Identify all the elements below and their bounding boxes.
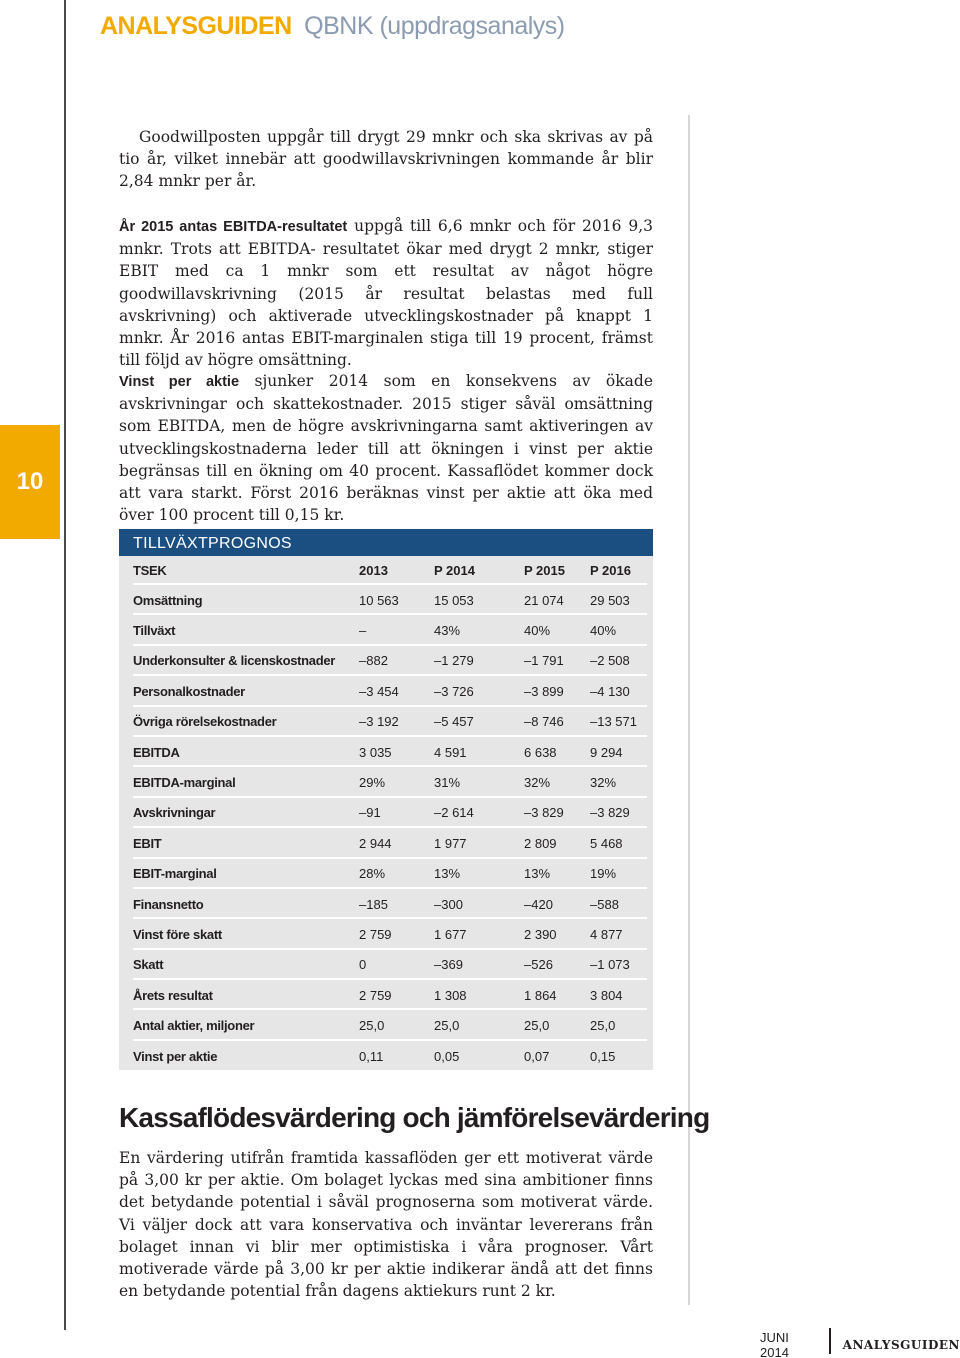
row-label: EBITDA: [133, 736, 359, 766]
table-cell: 25,0: [524, 1009, 590, 1039]
table-header-cell: P 2014: [434, 556, 524, 584]
paragraph-eps: [119, 370, 653, 526]
table-header-cell: P 2016: [590, 556, 647, 584]
table-cell: 21 074: [524, 584, 590, 614]
table-cell: 10 563: [359, 584, 434, 614]
table-cell: –3 899: [524, 675, 590, 705]
paragraph-eps-lead: Vinst per aktie: [119, 374, 240, 390]
table-cell: 9 294: [590, 736, 647, 766]
table-cell: –588: [590, 888, 647, 918]
table-row: [133, 949, 647, 979]
table-cell: –185: [359, 888, 434, 918]
table-cell: –2 508: [590, 645, 647, 675]
table-cell: –5 457: [434, 706, 524, 736]
row-label: Omsättning: [133, 584, 359, 614]
table-cell: –882: [359, 645, 434, 675]
table-cell: –4 130: [590, 675, 647, 705]
forecast-table: [133, 556, 647, 1070]
row-label: EBIT-marginal: [133, 858, 359, 888]
table-cell: 28%: [359, 858, 434, 888]
table-row: [133, 1040, 647, 1070]
table-row: [133, 858, 647, 888]
table-cell: 32%: [524, 766, 590, 796]
table-cell: –369: [434, 949, 524, 979]
row-label: EBITDA-marginal: [133, 766, 359, 796]
table-cell: 40%: [590, 614, 647, 644]
table-row: [133, 614, 647, 644]
table-cell: 3 804: [590, 979, 647, 1009]
table-cell: 29 503: [590, 584, 647, 614]
table-row: [133, 979, 647, 1009]
table-cell: –1 279: [434, 645, 524, 675]
table-cell: 5 468: [590, 827, 647, 857]
table-row: [133, 736, 647, 766]
table-cell: –3 192: [359, 706, 434, 736]
table-cell: 32%: [590, 766, 647, 796]
table-cell: 0,07: [524, 1049, 550, 1065]
table-cell: 0,05: [434, 1049, 460, 1065]
table-cell: 1 308: [434, 979, 524, 1009]
table-cell: 0,11: [359, 1049, 384, 1065]
page-footer: [760, 1330, 960, 1358]
table-header-cell: 2013: [359, 556, 434, 584]
table-cell: 13%: [434, 858, 524, 888]
page-header: [100, 12, 565, 41]
table-cell: 1 677: [434, 918, 524, 948]
table-cell: –3 829: [524, 797, 590, 827]
table-row: [133, 918, 647, 948]
paragraph-ebitda-lead: År 2015 antas EBITDA-resultatet: [119, 219, 348, 235]
table-header-cell: TSEK: [133, 556, 359, 584]
table-cell: –8 746: [524, 706, 590, 736]
table-row: [133, 1009, 647, 1039]
paragraph-ebitda: [119, 215, 653, 371]
table-cell: 25,0: [434, 1009, 524, 1039]
table-row: [133, 797, 647, 827]
table-cell: 2 759: [359, 979, 434, 1009]
table-cell: –3 454: [359, 675, 434, 705]
table-cell: –3 726: [434, 675, 524, 705]
table-cell: 19%: [590, 858, 647, 888]
table-cell: –13 571: [590, 706, 647, 736]
table-cell: 6 638: [524, 736, 590, 766]
table-row: [133, 645, 647, 675]
table-cell: 4 877: [590, 918, 647, 948]
table-cell: 2 390: [524, 918, 590, 948]
table-title: TILLVÄXTPROGNOS: [119, 529, 653, 556]
row-label: Finansnetto: [133, 888, 359, 918]
table-cell: 31%: [434, 766, 524, 796]
table-cell: 13%: [524, 858, 590, 888]
paragraph-goodwill: Goodwillposten uppgår till drygt 29 mnkr och ska skrivas av på tio år, vilket innebär att goodwillavskrivningen kommande år blir 2,84 mnkr per år.: [119, 128, 653, 191]
table-cell: 3 035: [359, 736, 434, 766]
row-label: EBIT: [133, 827, 359, 857]
table-cell: –300: [434, 888, 524, 918]
row-label: Antal aktier, miljoner: [133, 1009, 359, 1039]
left-margin-rule: [64, 0, 66, 1330]
paragraph-ebitda-text: uppgå till 6,6 mnkr och för 2016 9,3 mnkr. Trots att EBITDA- resultatet ökar med drygt 2 mnkr, stiger EBIT med ca 1 mnkr som ett resultat av något högre goodwillavskrivning (2015 år resultat belastas med full avskrivning) och aktiverade utvecklingskostnader på knappt 1 mnkr. År 2016 antas EBIT-marginalen stiga till 19 procent, främst till följd av högre omsättning.: [119, 217, 653, 370]
table-cell: –3 829: [590, 797, 647, 827]
page-number-tab: [0, 425, 60, 539]
header-subtitle: QBNK (uppdragsanalys): [304, 12, 565, 40]
row-label: Skatt: [133, 949, 359, 979]
table-row: [133, 827, 647, 857]
table-cell: 0: [359, 949, 434, 979]
footer-brand: ANALYSGUIDEN: [842, 1338, 960, 1352]
row-label: Övriga rörelsekostnader: [133, 706, 359, 736]
page-number: 10: [16, 468, 44, 495]
table-row: [133, 706, 647, 736]
table-body: [119, 556, 653, 1070]
header-brand: ANALYSGUIDEN: [100, 12, 292, 40]
table-cell: 15 053: [434, 584, 524, 614]
table-cell: 1 864: [524, 979, 590, 1009]
table-cell: 40%: [524, 614, 590, 644]
table-cell: 43%: [434, 614, 524, 644]
table-row: [133, 888, 647, 918]
row-label: Underkonsulter & licenskostnader: [133, 645, 359, 675]
table-cell: 25,0: [590, 1009, 647, 1039]
table-cell: –: [359, 614, 434, 644]
footer-separator: [829, 1328, 831, 1354]
table-cell: 29%: [359, 766, 434, 796]
table-row: [133, 584, 647, 614]
row-label: Avskrivningar: [133, 797, 359, 827]
row-label: Vinst per aktie: [133, 1049, 218, 1065]
table-cell: 2 809: [524, 827, 590, 857]
table-cell: –526: [524, 949, 590, 979]
table-row: [133, 675, 647, 705]
table-cell: –91: [359, 797, 434, 827]
table-cell: 2 944: [359, 827, 434, 857]
table-cell: 2 759: [359, 918, 434, 948]
row-label: Personalkostnader: [133, 675, 359, 705]
growth-forecast-table: [119, 529, 653, 1070]
table-cell: –2 614: [434, 797, 524, 827]
table-cell: 0,15: [590, 1049, 616, 1065]
section-heading: Kassaflödesvärdering och jämförelsevärdering: [119, 1102, 710, 1133]
footer-date: JUNI 2014: [760, 1330, 789, 1358]
table-cell: –1 791: [524, 645, 590, 675]
table-row: [133, 766, 647, 796]
table-header-cell: P 2015: [524, 556, 590, 584]
row-label: Tillväxt: [133, 614, 359, 644]
table-cell: 25,0: [359, 1009, 434, 1039]
table-cell: –420: [524, 888, 590, 918]
table-cell: 1 977: [434, 827, 524, 857]
row-label: Årets resultat: [133, 979, 359, 1009]
paragraph-valuation: En värdering utifrån framtida kassaflöden ger ett motiverat värde på 3,00 kr per aktie. Om bolaget lyckas med sina ambitioner finns det betydande potential i såväl prognoserna som motiverat värde. Vi väljer dock att vara konservativa och inväntar levererans från bolaget innan vi blir mer optimistiska i våra prognoser. Vårt motiverade värde på 3,00 kr per aktie indikerar ändå att det finns en betydande potential från dagens aktiekurs runt 2 kr.: [119, 1149, 653, 1301]
paragraph-eps-text: sjunker 2014 som en konsekvens av ökade avskrivningar och skattekostnader. 2015 stiger såväl omsättning som EBITDA, men de högre avskrivningarna samt aktiveringen av utvecklingskostnaderna leder till att ökningen i vinst per aktie begränsas till en ökning om 40 procent. Kassaflödet kommer dock att vara starkt. Först 2016 beräknas vinst per aktie att öka med över 100 procent till 0,15 kr.: [119, 372, 653, 525]
table-cell: 4 591: [434, 736, 524, 766]
table-cell: –1 073: [590, 949, 647, 979]
table-header-row: [133, 556, 647, 584]
row-label: Vinst före skatt: [133, 918, 359, 948]
